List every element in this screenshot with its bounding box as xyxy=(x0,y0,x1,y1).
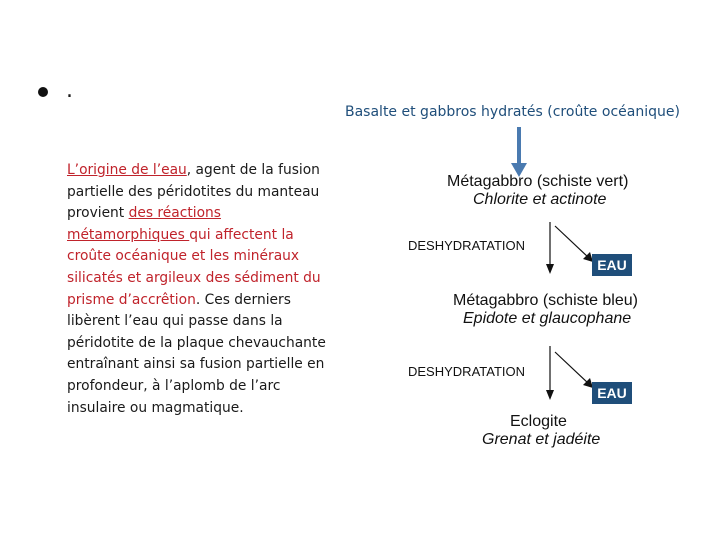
stage-2-title: Métagabbro (schiste bleu) xyxy=(453,292,638,309)
bullet-line xyxy=(38,78,73,104)
stage-1 xyxy=(447,173,628,209)
explanation-paragraph xyxy=(67,160,342,419)
phrase-agent: , agent de la fusion partielle des péridotites du manteau provient xyxy=(67,162,320,222)
stage-2 xyxy=(453,292,638,328)
phrase-release-water: . Ces derniers libèrent l’eau qui passe dans la péridotite de la plaque chevauchante entraînant ainsi sa fusion partielle en profondeur, à l’aplomb de l’arc insulaire ou magmatique. xyxy=(67,291,326,416)
bullet-text: . xyxy=(66,78,73,103)
phrase-affected-materials: qui affectent la croûte océanique et les minéraux silicatés et argileux des sédiment du prisme d’accrêtion xyxy=(67,226,321,308)
phrase-origin-water: L’origine de l’eau xyxy=(67,162,187,178)
stage-2-subtitle: Epidote et glaucophane xyxy=(463,310,632,327)
diagonal-arrow-icon xyxy=(553,350,597,392)
stage-1-title: Métagabbro (schiste vert) xyxy=(447,173,629,190)
eau-badge-2: EAU xyxy=(592,382,632,404)
diagram-top-label: Basalte et gabbros hydratés (croûte océanique) xyxy=(345,104,680,120)
stage-1-subtitle: Chlorite et actinote xyxy=(473,191,607,208)
phrase-metamorphic-reactions: des réactions métamorphiques xyxy=(67,205,221,243)
dehydration-label-2: DESHYDRATATION xyxy=(408,364,526,379)
eau-badge-1: EAU xyxy=(592,254,632,276)
stage-3-title: Eclogite xyxy=(510,413,567,430)
dehydration-label-1: DESHYDRATATION xyxy=(408,238,526,253)
diagonal-arrow-icon xyxy=(553,224,597,266)
stage-3 xyxy=(482,413,600,449)
down-arrow-icon xyxy=(509,127,529,179)
stage-3-subtitle: Grenat et jadéite xyxy=(482,431,601,448)
bullet-dot xyxy=(38,87,48,97)
